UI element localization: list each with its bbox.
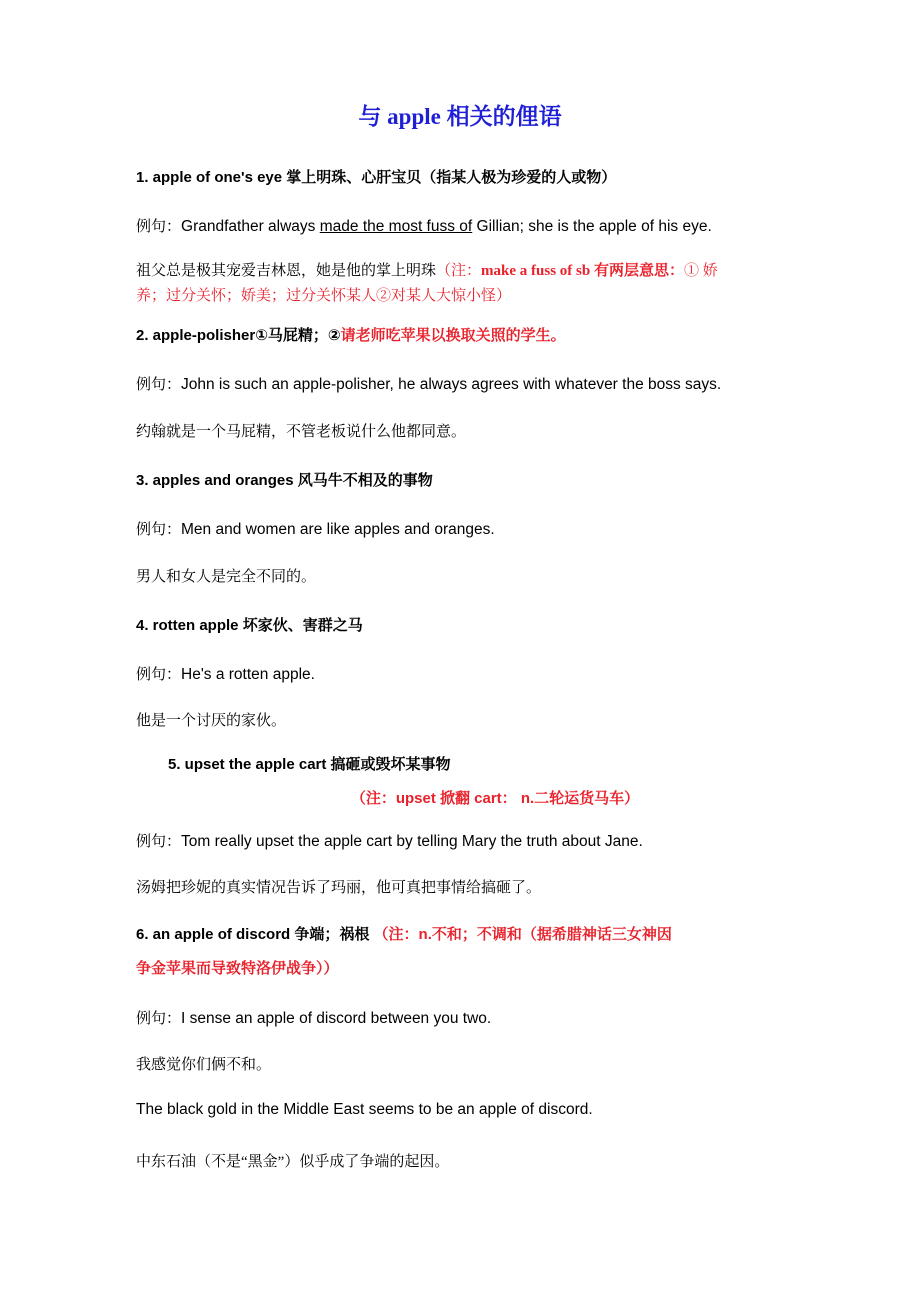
entry-4-example: 例句：He's a rotten apple.	[136, 666, 315, 683]
entry-6-phrase: 6. an apple of discord	[136, 926, 291, 943]
entry-3-example: 例句：Men and women are like apples and oranges.	[136, 521, 495, 538]
entry-6-note-line2: 争金苹果而导致特洛伊战争））	[136, 960, 339, 977]
entry-6-example-2: The black gold in the Middle East seems to be an apple of discord.	[136, 1101, 593, 1118]
entry-1-example: 例句：Grandfather always made the most fuss of Gillian; she is the apple of his eye.	[136, 218, 712, 235]
entry-4-phrase: 4. rotten apple	[136, 617, 239, 634]
entry-1-heading	[136, 166, 616, 187]
example-label: 例句：	[136, 219, 182, 235]
entry-6-heading	[136, 923, 672, 944]
entry-1-translation: 祖父总是极其宠爱吉林恩，她是他的掌上明珠（注：make a fuss of sb 有两层意思：① 娇	[136, 263, 718, 279]
entry-5-note: （注：upset 掀翻 cart： n.二轮运货马车）	[350, 790, 640, 807]
entry-6-note-line1: （注：n.不和；不调和（据希腊神话三女神因	[373, 926, 672, 943]
entry-3-meaning: 风马牛不相及的事物	[293, 472, 433, 489]
entry-2-note: 请老师吃苹果以换取关照的学生。	[340, 327, 566, 344]
entry-5-phrase: 5. upset the apple cart	[168, 756, 327, 773]
entry-4-meaning: 坏家伙、害群之马	[238, 617, 363, 634]
entry-1-phrase: 1. apple of one's eye	[136, 169, 283, 186]
entry-5-meaning: 搞砸或毁坏某事物	[326, 756, 451, 773]
entry-3-phrase: 3. apples and oranges	[136, 472, 294, 489]
underlined-phrase: made the most fuss of	[319, 218, 473, 235]
entry-4-translation: 他是一个讨厌的家伙。	[136, 713, 287, 729]
page-title: 与 apple 相关的俚语	[358, 104, 562, 129]
entry-2-phrase: 2. apple-polisher	[136, 327, 256, 344]
entry-2-translation: 约翰就是一个马屁精，不管老板说什么他都同意。	[136, 424, 467, 440]
entry-3-translation: 男人和女人是完全不同的。	[136, 569, 317, 585]
entry-2-example: 例句：John is such an apple-polisher, he always agrees with whatever the boss says.	[136, 376, 722, 393]
entry-5-heading	[168, 753, 451, 774]
entry-2-heading	[136, 324, 566, 345]
entry-3-heading	[136, 469, 433, 490]
entry-6-translation: 我感觉你们俩不和。	[136, 1057, 272, 1073]
entry-1-meaning: 掌上明珠、心肝宝贝（指某人极为珍爱的人或物）	[282, 169, 617, 186]
entry-4-heading	[136, 614, 363, 635]
entry-1-note-line2: 养；过分关怀；娇美；过分关怀某人②对某人大惊小怪）	[136, 288, 512, 304]
entry-6-example: 例句：I sense an apple of discord between you two.	[136, 1010, 492, 1027]
entry-2-meaning: ①马屁精；②	[255, 327, 341, 344]
entry-6-meaning: 争端；祸根	[290, 926, 374, 943]
entry-5-example: 例句：Tom really upset the apple cart by telling Mary the truth about Jane.	[136, 833, 643, 850]
entry-6-translation-2: 中东石油（不是“黑金”）似乎成了争端的起因。	[136, 1154, 450, 1170]
entry-5-translation: 汤姆把珍妮的真实情况告诉了玛丽，他可真把事情给搞砸了。	[136, 880, 542, 896]
fuss-note-bold: make a fuss of sb 有两层意思：	[481, 263, 684, 279]
